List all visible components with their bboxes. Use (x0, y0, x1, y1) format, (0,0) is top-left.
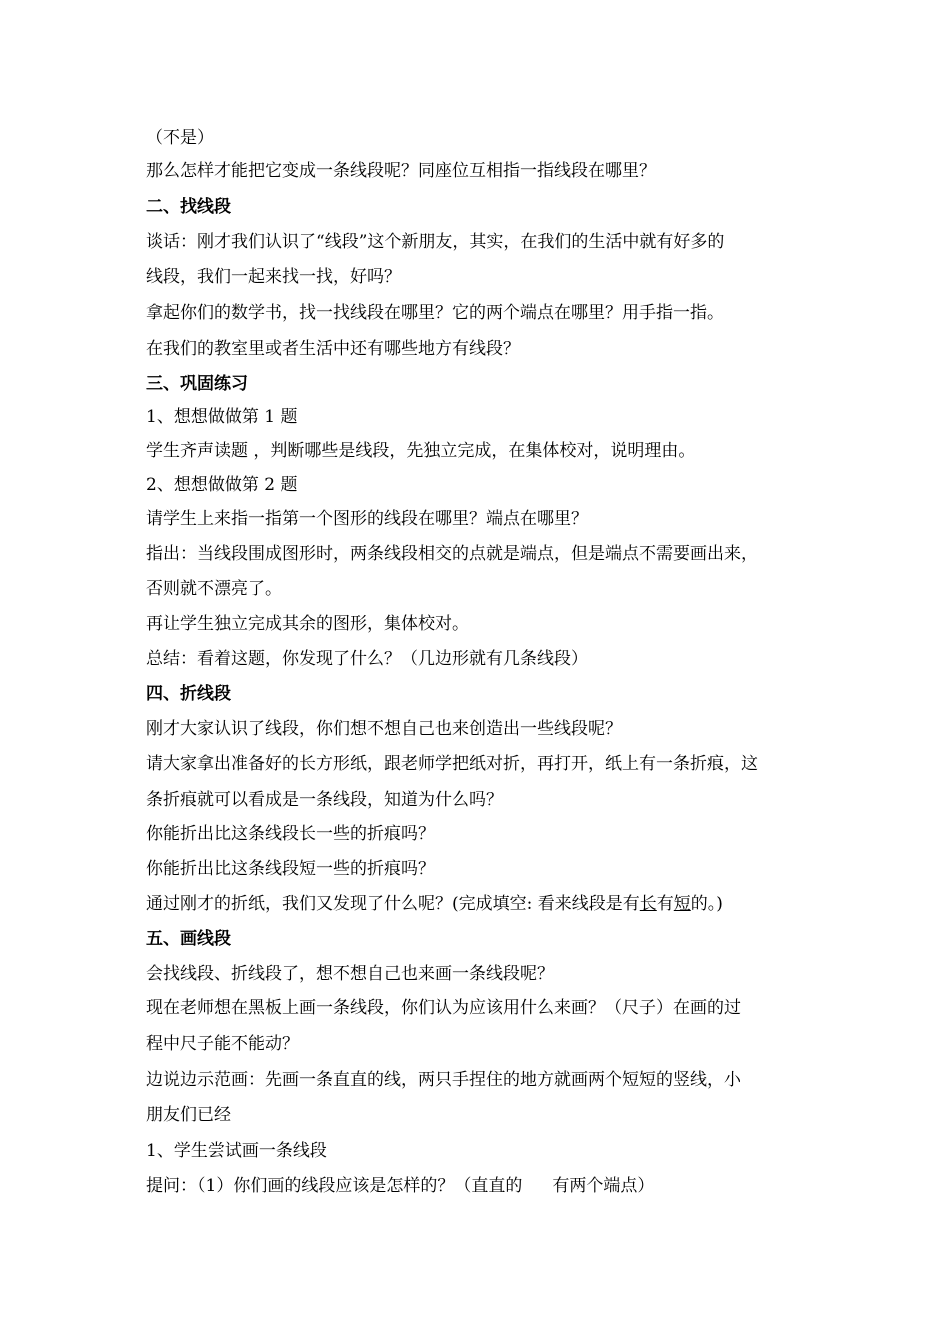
text-line: 请大家拿出准备好的长方形纸，跟老师学把纸对折，再打开，纸上有一条折痕，这 (146, 754, 758, 774)
text-line: 谈话：刚才我们认识了“线段”这个新朋友，其实，在我们的生活中就有好多的 (146, 232, 725, 252)
text-line: 指出：当线段围成图形时，两条线段相交的点就是端点，但是端点不需要画出来， (146, 544, 758, 564)
text-line: 在我们的教室里或者生活中还有哪些地方有线段？ (146, 339, 520, 359)
text-line: 条折痕就可以看成是一条线段，知道为什么吗？ (146, 790, 503, 810)
text-line: 那么怎样才能把它变成一条线段呢？同座位互相指一指线段在哪里？ (146, 161, 656, 181)
text-line: 学生齐声读题 ，判断哪些是线段，先独立完成，在集体校对，说明理由。 (146, 441, 696, 461)
text-line: 否则就不漂亮了。 (146, 579, 282, 599)
text-line: 朋友们已经 (146, 1105, 231, 1125)
text-line: 拿起你们的数学书，找一找线段在哪里？它的两个端点在哪里？用手指一指。 (146, 303, 724, 323)
section-heading-practice: 三、巩固练习 (146, 374, 248, 394)
text-line (146, 1175, 816, 1197)
text-run: 的。) (690, 894, 723, 914)
section-heading-fold-segments: 四、折线段 (146, 684, 231, 704)
blank-answer-short: 短 (673, 894, 691, 914)
text-line: 程中尺子能不能动？ (146, 1034, 299, 1054)
text-line: 现在老师想在黑板上画一条线段，你们认为应该用什么来画？（尺子）在画的过 (146, 998, 741, 1018)
text-line: 1、学生尝试画一条线段 (146, 1141, 327, 1161)
text-line: 再让学生独立完成其余的图形，集体校对。 (146, 614, 469, 634)
text-line: 1、想想做做第 1 题 (146, 407, 298, 427)
section-heading-draw-segments: 五、画线段 (146, 929, 231, 949)
text-line: 边说边示范画：先画一条直直的线，两只手捏住的地方就画两个短短的竖线，小 (146, 1070, 741, 1090)
text-line: 总结：看着这题，你发现了什么？（几边形就有几条线段） (146, 649, 588, 669)
text-line: 会找线段、折线段了，想不想自己也来画一条线段呢？ (146, 964, 554, 984)
text-run: 有 (656, 894, 674, 914)
text-line: 你能折出比这条线段长一些的折痕吗？ (146, 824, 435, 844)
text-run: 通过刚才的折纸，我们又发现了什么呢？(完成填空: 看来线段是有 (146, 894, 640, 914)
text-line-fill-blank (146, 893, 816, 915)
text-line: 2、想想做做第 2 题 (146, 475, 298, 495)
text-line: （不是） (146, 128, 214, 148)
text-run: 提问：（1）你们画的线段应该是怎样的？（直直的 (146, 1176, 523, 1196)
text-line: 你能折出比这条线段短一些的折痕吗？ (146, 859, 435, 879)
text-run: 有两个端点） (552, 1176, 655, 1196)
section-heading-find-segments: 二、找线段 (146, 197, 231, 217)
text-line: 线段，我们一起来找一找，好吗？ (146, 267, 401, 287)
blank-answer-long: 长 (639, 894, 657, 914)
text-line: 刚才大家认识了线段，你们想不想自己也来创造出一些线段呢？ (146, 719, 622, 739)
text-line: 请学生上来指一指第一个图形的线段在哪里？端点在哪里？ (146, 509, 588, 529)
